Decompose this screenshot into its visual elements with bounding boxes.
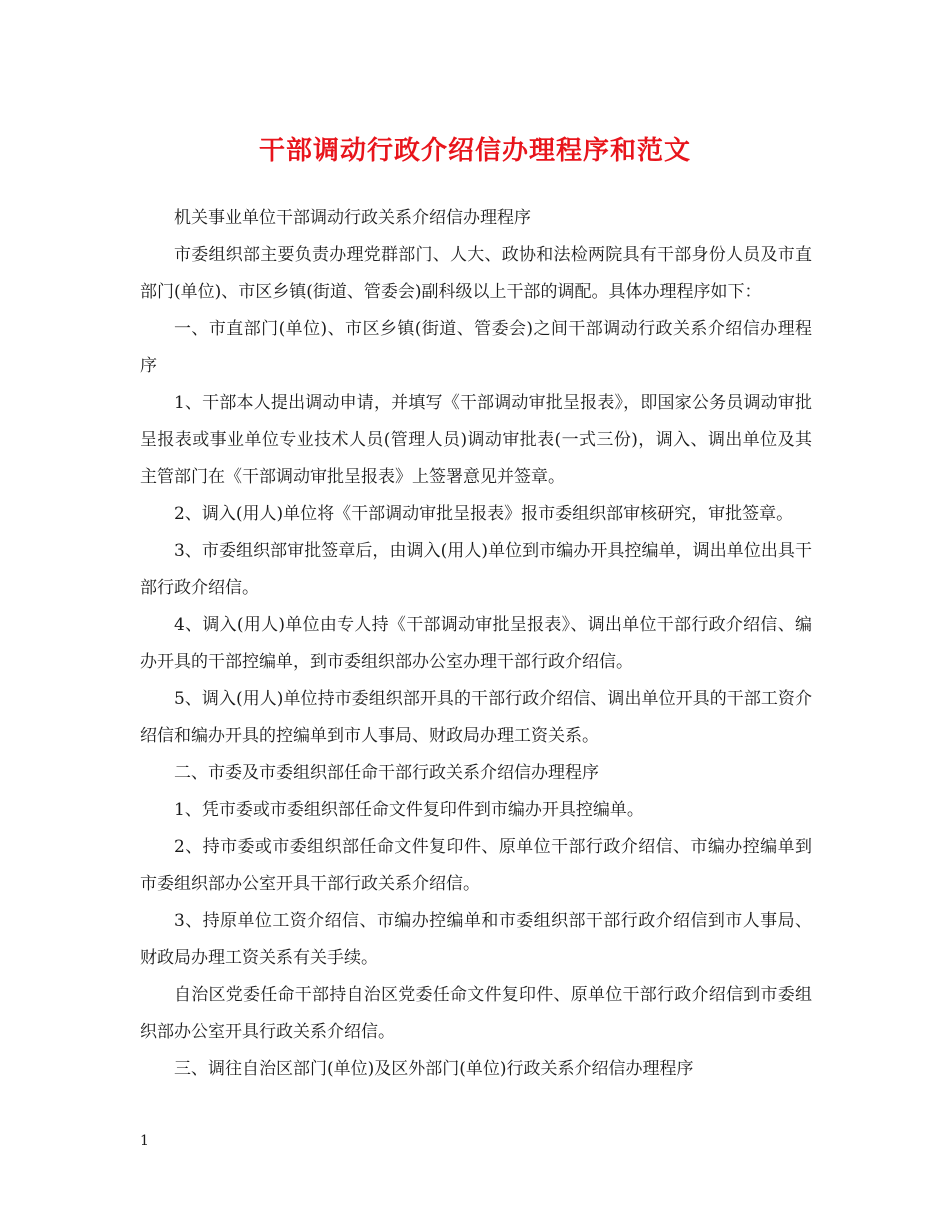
page-number: 1 — [140, 1133, 149, 1149]
paragraph: 自治区党委任命干部持自治区党委任命文件复印件、原单位干部行政介绍信到市委组织部办公室开具行政关系介绍信。 — [140, 985, 812, 1042]
document-title: 干部调动行政介绍信办理程序和范文 — [258, 136, 691, 166]
paragraph: 3、市委组织部审批签章后，由调入(用人)单位到市编办开具控编单，调出单位出具干部行政介绍信。 — [140, 541, 812, 598]
paragraph: 1、凭市委或市委组织部任命文件复印件到市编办开具控编单。 — [174, 800, 644, 820]
paragraph: 市委组织部主要负责办理党群部门、人大、政协和法检两院具有干部身份人员及市直部门(单位)、市区乡镇(街道、管委会)副科级以上干部的调配。具体办理程序如下： — [140, 245, 812, 302]
paragraph: 3、持原单位工资介绍信、市编办控编单和市委组织部干部行政介绍信到市人事局、财政局办理工资关系有关手续。 — [140, 911, 812, 968]
paragraph: 一、市直部门(单位)、市区乡镇(街道、管委会)之间干部调动行政关系介绍信办理程序 — [140, 319, 812, 376]
paragraph: 三、调往自治区部门(单位)及区外部门(单位)行政关系介绍信办理程序 — [174, 1059, 694, 1079]
paragraph: 1、干部本人提出调动申请，并填写《干部调动审批呈报表》，即国家公务员调动审批呈报表或事业单位专业技术人员(管理人员)调动审批表(一式三份)，调入、调出单位及其主管部门在《干部调动审批呈报表》上签署意见并签章。 — [140, 393, 812, 487]
paragraph: 4、调入(用人)单位由专人持《干部调动审批呈报表》、调出单位干部行政介绍信、编办开具的干部控编单，到市委组织部办公室办理干部行政介绍信。 — [140, 615, 812, 672]
paragraph: 机关事业单位干部调动行政关系介绍信办理程序 — [174, 208, 531, 228]
paragraph: 5、调入(用人)单位持市委组织部开具的干部行政介绍信、调出单位开具的干部工资介绍信和编办开具的控编单到市人事局、财政局办理工资关系。 — [140, 689, 812, 746]
paragraph: 二、市委及市委组织部任命干部行政关系介绍信办理程序 — [174, 763, 599, 783]
document-body — [140, 200, 812, 1088]
paragraph: 2、调入(用人)单位将《干部调动审批呈报表》报市委组织部审核研究，审批签章。 — [174, 504, 794, 524]
paragraph: 2、持市委或市委组织部任命文件复印件、原单位干部行政介绍信、市编办控编单到市委组织部办公室开具干部行政关系介绍信。 — [140, 837, 812, 894]
